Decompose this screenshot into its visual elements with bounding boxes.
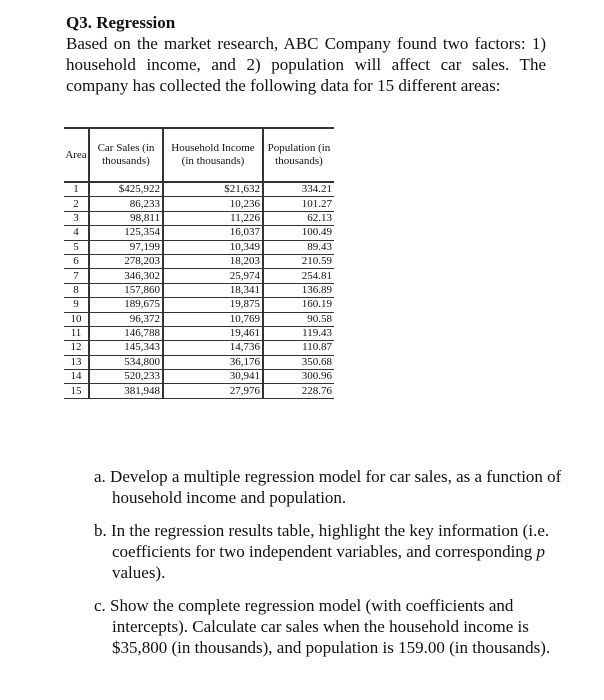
- cell-household-income: 10,349: [163, 240, 263, 254]
- table-header-row: [64, 128, 334, 182]
- cell-area: 11: [64, 326, 89, 340]
- cell-car-sales: 520,233: [89, 370, 163, 384]
- table-row: [64, 211, 334, 225]
- cell-population: 160.19: [263, 298, 334, 312]
- table-row: [64, 226, 334, 240]
- table-row: [64, 254, 334, 268]
- cell-population: 110.87: [263, 341, 334, 355]
- table-row: [64, 312, 334, 326]
- cell-area: 4: [64, 226, 89, 240]
- table-row: [64, 355, 334, 369]
- cell-car-sales: 86,233: [89, 197, 163, 211]
- header-population: Population (in thousands): [263, 128, 334, 182]
- table-row: [64, 240, 334, 254]
- cell-area: 2: [64, 197, 89, 211]
- cell-car-sales: 346,302: [89, 269, 163, 283]
- cell-household-income: 19,875: [163, 298, 263, 312]
- cell-car-sales: 96,372: [89, 312, 163, 326]
- header-area: Area: [64, 128, 89, 182]
- table-row: [64, 326, 334, 340]
- cell-area: 13: [64, 355, 89, 369]
- cell-car-sales: 98,811: [89, 211, 163, 225]
- cell-population: 254.81: [263, 269, 334, 283]
- cell-household-income: 25,974: [163, 269, 263, 283]
- cell-car-sales: 534,800: [89, 355, 163, 369]
- question-c: c. Show the complete regression model (with coefficients and intercepts). Calculate car sales when the household income is $35,800 (in thousands), and population is 159.00 (in thousands).: [94, 596, 551, 657]
- cell-car-sales: 125,354: [89, 226, 163, 240]
- cell-household-income: 27,976: [163, 384, 263, 398]
- cell-area: 14: [64, 370, 89, 384]
- cell-household-income: 14,736: [163, 341, 263, 355]
- table-row: [64, 283, 334, 297]
- cell-population: 90.58: [263, 312, 334, 326]
- cell-population: 119.43: [263, 326, 334, 340]
- table-row: [64, 197, 334, 211]
- table-row: [64, 182, 334, 197]
- cell-car-sales: 278,203: [89, 254, 163, 268]
- cell-population: 228.76: [263, 384, 334, 398]
- cell-area: 6: [64, 254, 89, 268]
- cell-car-sales: 189,675: [89, 298, 163, 312]
- cell-area: 8: [64, 283, 89, 297]
- cell-household-income: 36,176: [163, 355, 263, 369]
- cell-car-sales: 97,199: [89, 240, 163, 254]
- question-a: a. Develop a multiple regression model for car sales, as a function of household income and population.: [94, 467, 562, 507]
- cell-population: 300.96: [263, 370, 334, 384]
- cell-car-sales: 146,788: [89, 326, 163, 340]
- cell-household-income: 18,341: [163, 283, 263, 297]
- cell-household-income: $21,632: [163, 182, 263, 197]
- cell-population: 334.21: [263, 182, 334, 197]
- cell-car-sales: $425,922: [89, 182, 163, 197]
- table-row: [64, 269, 334, 283]
- table-row: [64, 298, 334, 312]
- cell-population: 89.43: [263, 240, 334, 254]
- cell-area: 1: [64, 182, 89, 197]
- cell-area: 5: [64, 240, 89, 254]
- cell-household-income: 10,769: [163, 312, 263, 326]
- header-household-income: Household Income (in thousands): [163, 128, 263, 182]
- table-row: [64, 370, 334, 384]
- cell-car-sales: 145,343: [89, 341, 163, 355]
- question-intro: Based on the market research, ABC Company found two factors: 1) household income, and 2) population will affect car sales. The company has collected the following data for 15 different areas:: [66, 34, 546, 95]
- cell-car-sales: 157,860: [89, 283, 163, 297]
- cell-population: 210.59: [263, 254, 334, 268]
- cell-household-income: 11,226: [163, 211, 263, 225]
- cell-population: 350.68: [263, 355, 334, 369]
- question-b: b. In the regression results table, highlight the key information (i.e. coefficients for two independent variables, and corresponding p values).: [94, 521, 550, 582]
- table-row: [64, 384, 334, 398]
- cell-household-income: 19,461: [163, 326, 263, 340]
- question-list: [94, 466, 564, 670]
- cell-population: 62.13: [263, 211, 334, 225]
- cell-car-sales: 381,948: [89, 384, 163, 398]
- cell-population: 136.89: [263, 283, 334, 297]
- cell-household-income: 16,037: [163, 226, 263, 240]
- table-row: [64, 341, 334, 355]
- cell-population: 100.49: [263, 226, 334, 240]
- cell-area: 12: [64, 341, 89, 355]
- cell-household-income: 18,203: [163, 254, 263, 268]
- cell-area: 10: [64, 312, 89, 326]
- cell-area: 9: [64, 298, 89, 312]
- header-car-sales: Car Sales (in thousands): [89, 128, 163, 182]
- cell-household-income: 10,236: [163, 197, 263, 211]
- cell-area: 15: [64, 384, 89, 398]
- cell-area: 3: [64, 211, 89, 225]
- cell-population: 101.27: [263, 197, 334, 211]
- question-text: [66, 12, 546, 96]
- cell-household-income: 30,941: [163, 370, 263, 384]
- cell-area: 7: [64, 269, 89, 283]
- data-table: [64, 127, 334, 399]
- question-title: Q3. Regression: [66, 13, 176, 32]
